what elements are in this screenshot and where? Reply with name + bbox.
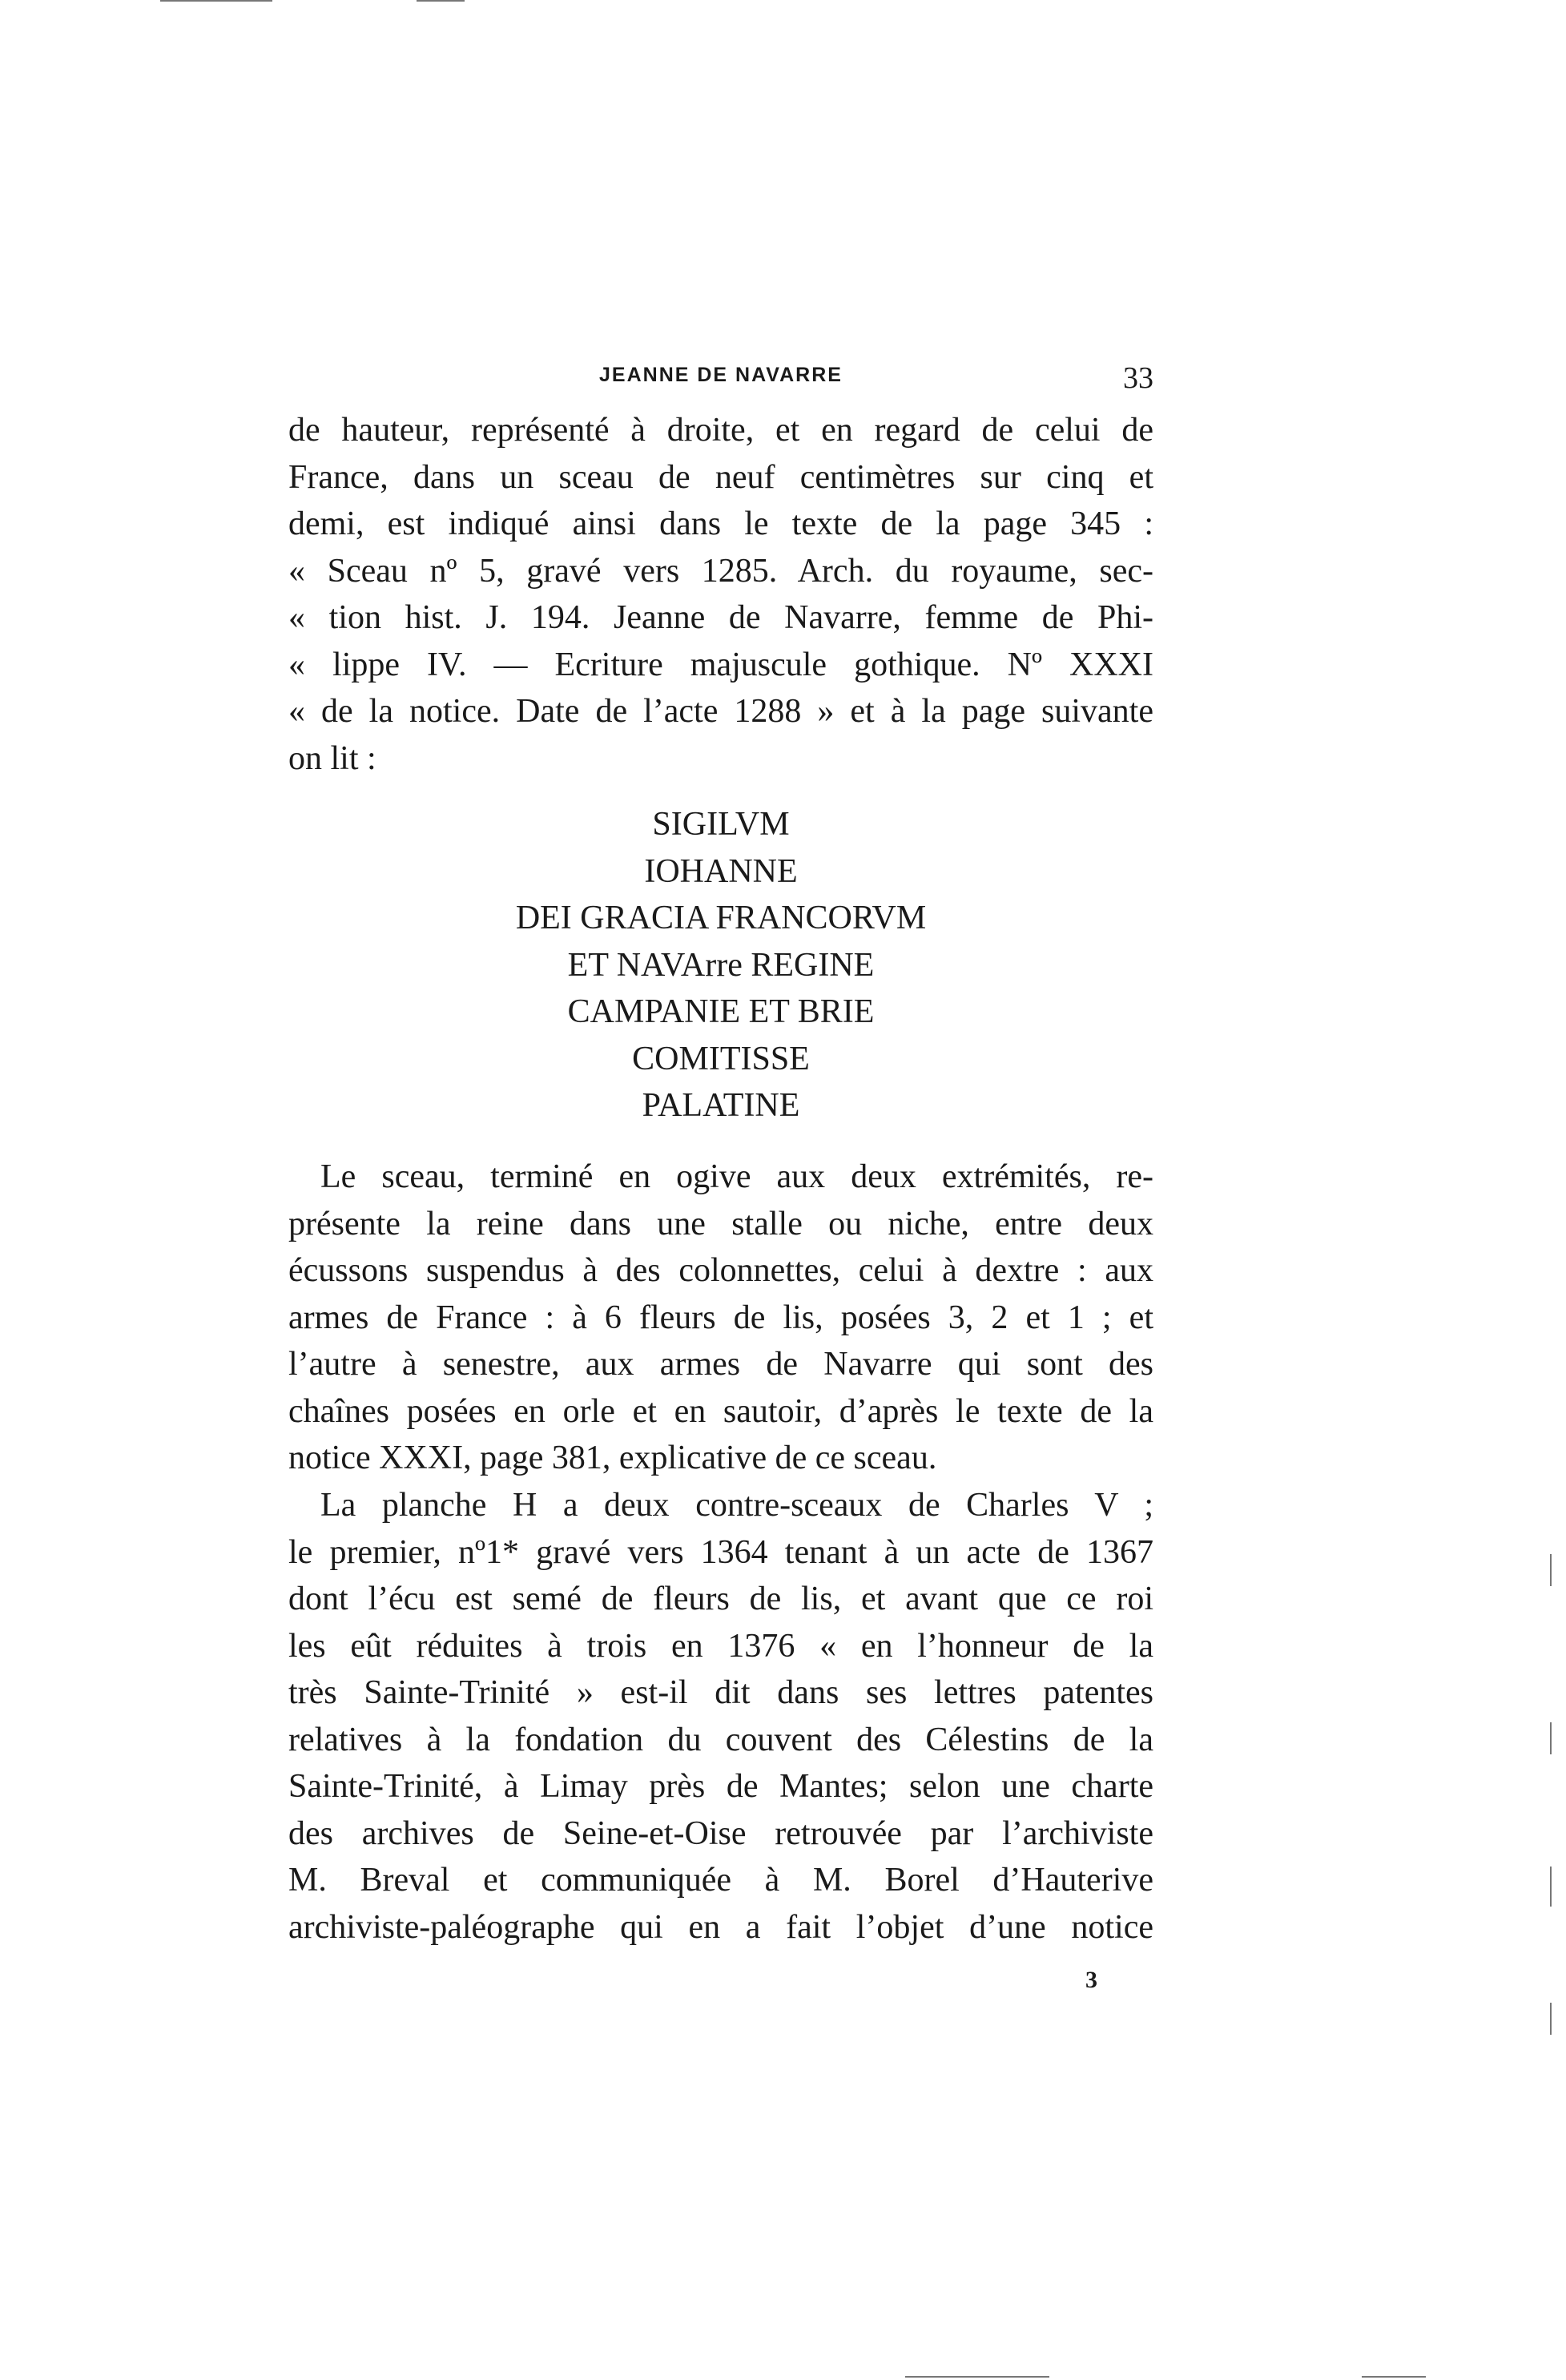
- text-line: on lit :: [288, 739, 376, 777]
- text-line: l’autre à senestre, aux armes de Navarre qui sont des: [288, 1346, 1153, 1383]
- text-line: relatives à la fondation du couvent des Célestins de la: [288, 1721, 1153, 1758]
- inscription-line: CAMPANIE ET BRIE: [567, 993, 875, 1030]
- text-line: de hauteur, représenté à droite, et en regard de celui de: [288, 412, 1153, 449]
- page-number: 33: [1123, 361, 1153, 395]
- text-line: très Sainte-Trinité » est-il dit dans ses lettres patentes: [288, 1674, 1153, 1711]
- inscription-line: ET NAVArre REGINE: [567, 946, 875, 984]
- text-line: « Sceau nº 5, gravé vers 1285. Arch. du royaume, sec-: [288, 552, 1153, 590]
- text-line: « de la notice. Date de l’acte 1288 » et à la page suivante: [288, 693, 1153, 730]
- paragraph-2: [288, 1154, 1153, 1482]
- scan-edge-mark: [1550, 2003, 1552, 2035]
- text-line: présente la reine dans une stalle ou niche, entre deux: [288, 1205, 1153, 1242]
- inscription-line: SIGILVM: [652, 806, 790, 843]
- scan-edge-mark: [160, 0, 272, 2]
- scan-edge-mark: [1550, 1554, 1552, 1586]
- text-line: les eût réduites à trois en 1376 « en l’honneur de la: [288, 1627, 1153, 1665]
- text-line: le premier, nº1* gravé vers 1364 tenant à un acte de 1367: [288, 1533, 1153, 1571]
- text-line: « tion hist. J. 194. Jeanne de Navarre, femme de Phi-: [288, 599, 1153, 636]
- text-line: demi, est indiqué ainsi dans le texte de la page 345 :: [288, 505, 1153, 542]
- inscription-line: DEI GRACIA FRANCORVM: [515, 900, 927, 936]
- running-header: [288, 360, 1153, 401]
- text-line: notice XXXI, page 381, explicative de ce sceau.: [288, 1440, 937, 1476]
- scan-edge-mark: [905, 2376, 1049, 2378]
- scan-edge-mark: [1550, 1867, 1552, 1907]
- text-line: chaînes posées en orle et en sautoir, d’après le texte de la: [288, 1392, 1153, 1430]
- text-line: archiviste-paléographe qui en a fait l’objet d’une notice: [288, 1908, 1153, 1946]
- paragraph-1: [288, 407, 1153, 782]
- text-line: « lippe IV. — Ecriture majuscule gothique. Nº XXXI: [288, 646, 1153, 683]
- inscription-line: PALATINE: [642, 1087, 800, 1124]
- text-line: écussons suspendus à des colonnettes, celui à dextre : aux: [288, 1252, 1153, 1289]
- running-title: JEANNE DE NAVARRE: [599, 364, 843, 386]
- inscription-line: COMITISSE: [632, 1040, 810, 1077]
- text-line: M. Breval et communiquée à M. Borel d’Hauterive: [288, 1862, 1153, 1899]
- scan-edge-mark: [417, 0, 465, 2]
- text-line: Le sceau, terminé en ogive aux deux extrémités, re-: [320, 1158, 1153, 1195]
- paragraph-3: [288, 1482, 1153, 1951]
- text-line: dont l’écu est semé de fleurs de lis, et avant que ce roi: [288, 1581, 1153, 1617]
- scan-edge-mark: [1550, 1722, 1552, 1754]
- text-line: des archives de Seine-et-Oise retrouvée par l’archiviste: [288, 1814, 1153, 1852]
- inscription-line: IOHANNE: [644, 852, 798, 890]
- seal-inscription: [288, 801, 1153, 1130]
- text-line: La planche H a deux contre-sceaux de Charles V ;: [320, 1487, 1153, 1524]
- text-line: armes de France : à 6 fleurs de lis, posées 3, 2 et 1 ; et: [288, 1299, 1153, 1336]
- text-line: France, dans un sceau de neuf centimètres sur cinq et: [288, 458, 1153, 496]
- scan-edge-mark: [1362, 2376, 1426, 2378]
- signature-mark: 3: [1085, 1967, 1097, 1993]
- text-line: Sainte-Trinité, à Limay près de Mantes; selon une charte: [288, 1768, 1153, 1805]
